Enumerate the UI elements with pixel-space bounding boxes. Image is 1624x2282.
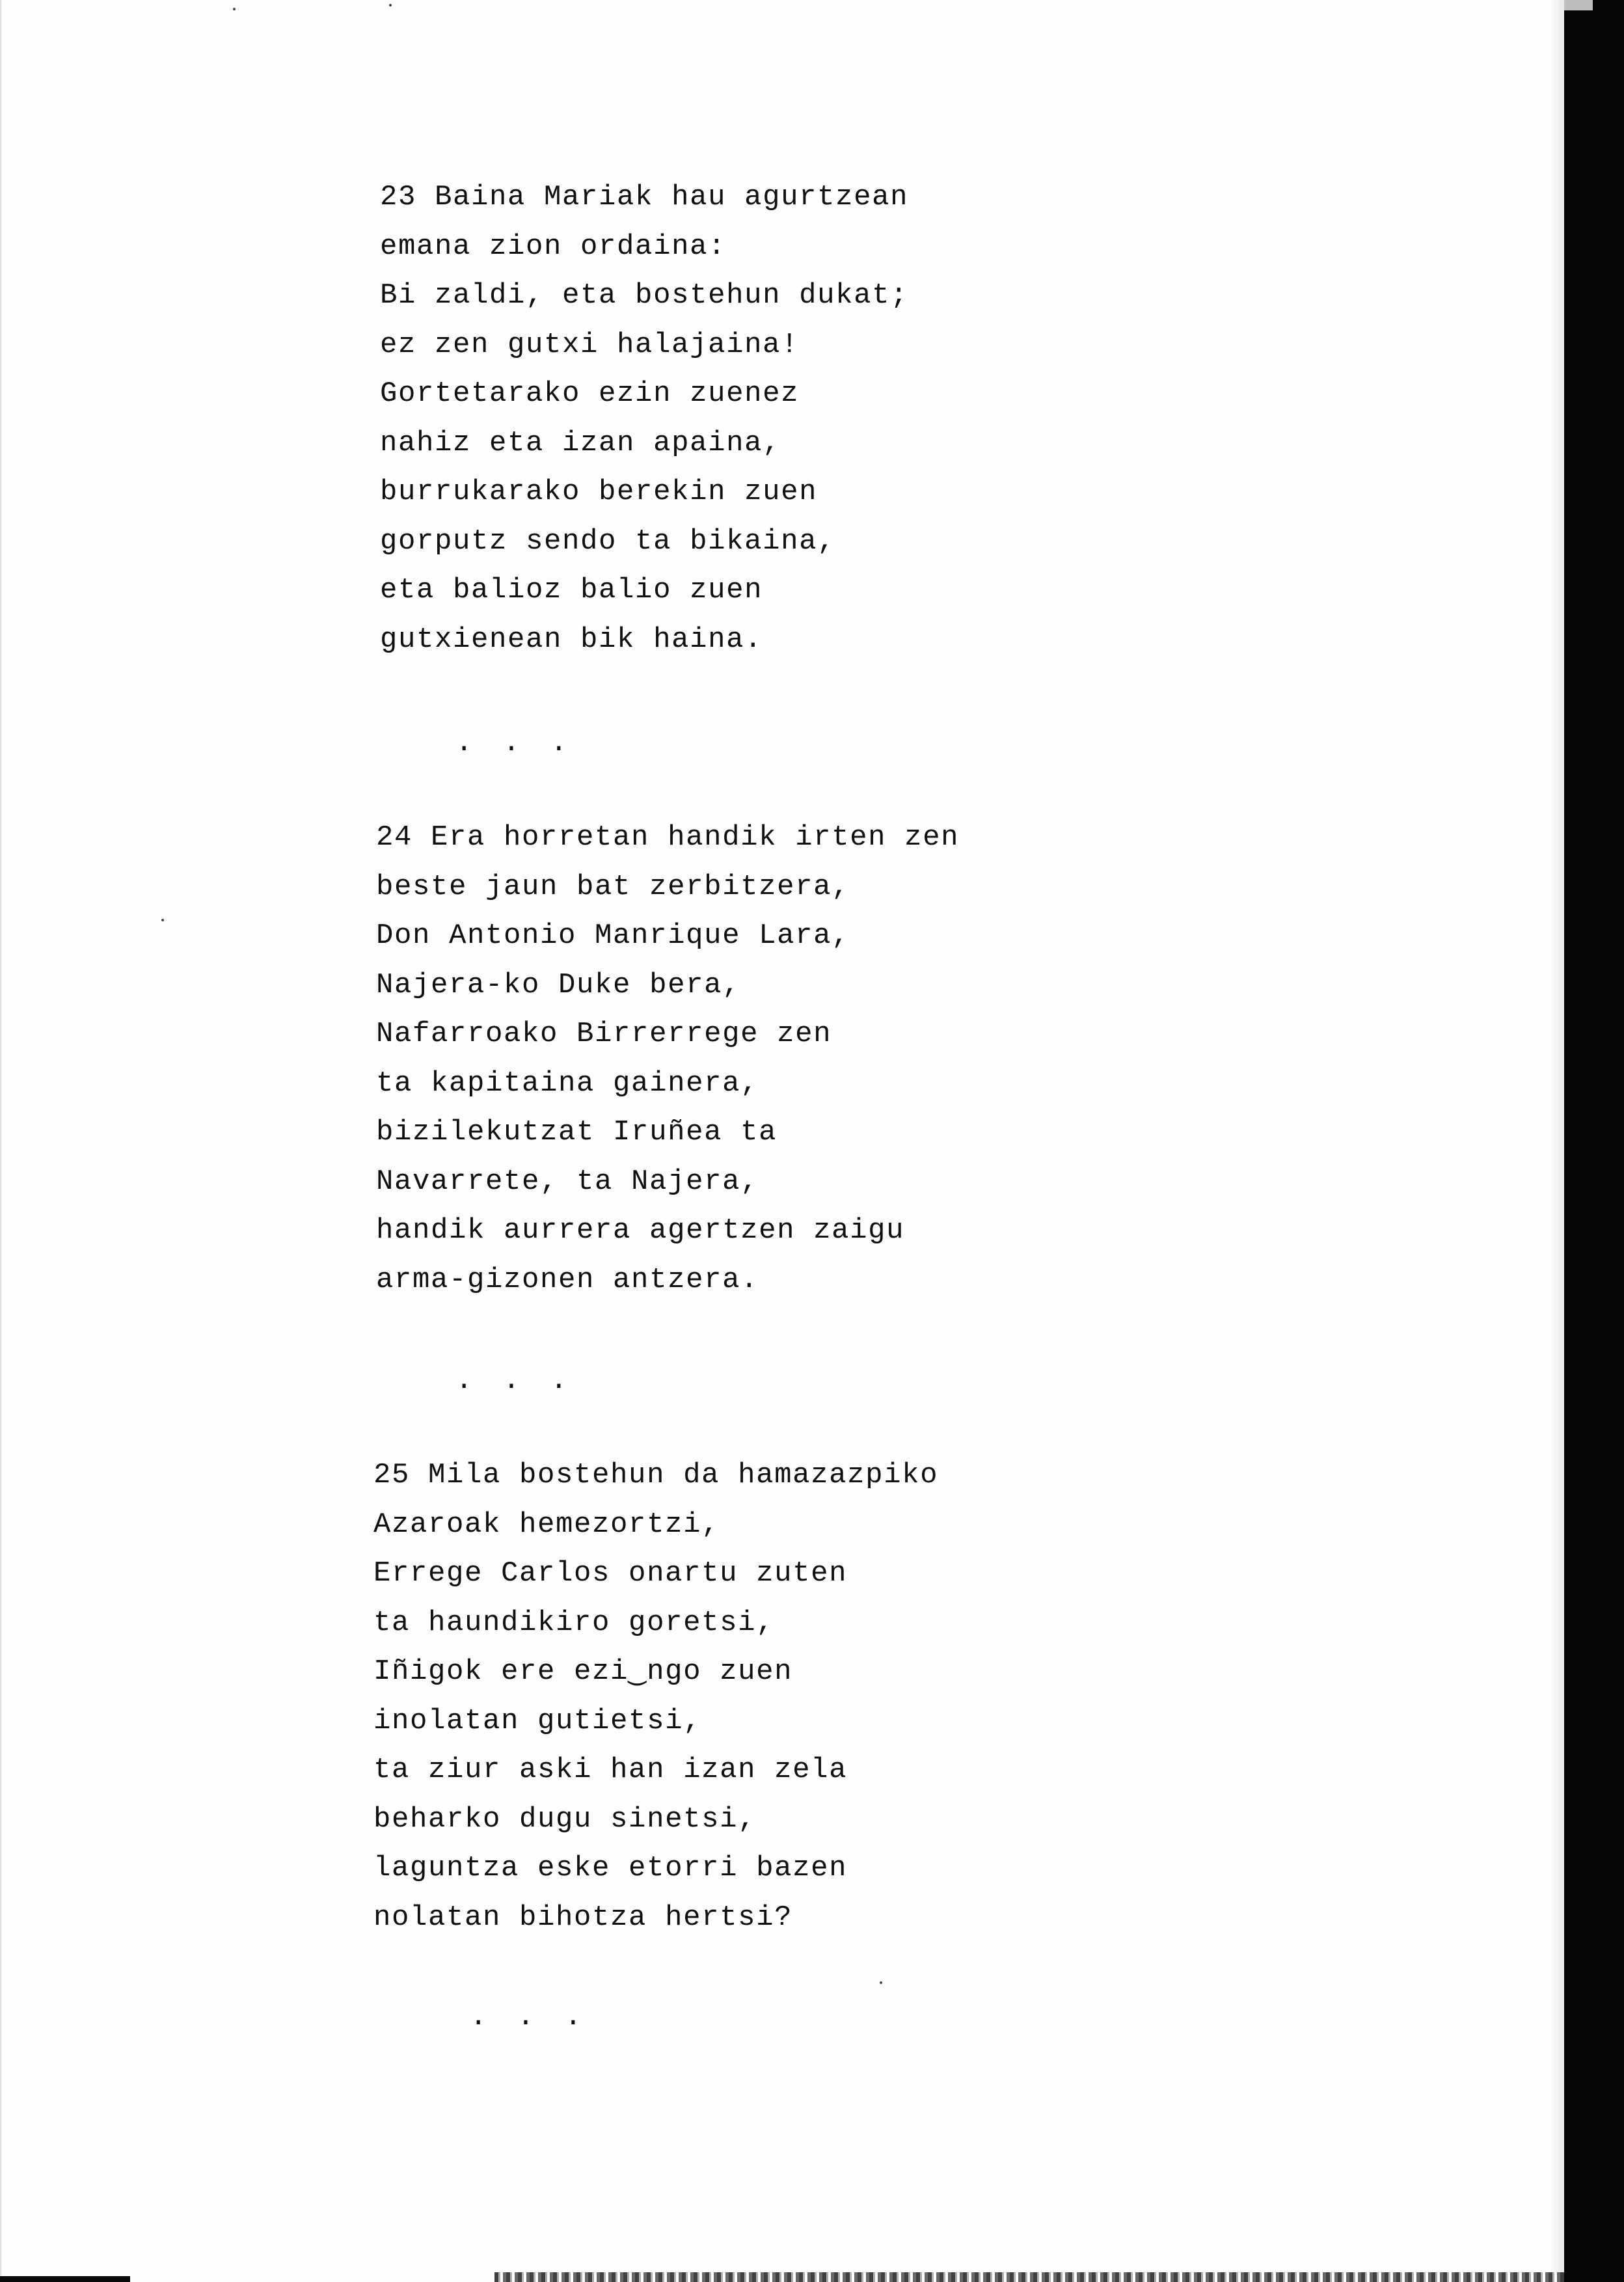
verse-line: nolatan bihotza hertsi? — [373, 1901, 793, 1934]
verse-line: arma-gizonen antzera. — [376, 1263, 759, 1296]
verse-line: Errege Carlos onartu zuten — [373, 1557, 848, 1590]
stanza-23 — [380, 173, 1486, 664]
verse-line: Azaroak hemezortzi, — [373, 1508, 720, 1541]
scan-shadow — [1549, 0, 1564, 2282]
verse-line: 23 Baina Mariak hau agurtzean — [380, 181, 909, 213]
stanza-separator: . . . — [455, 727, 575, 759]
verse-line: ez zen gutxi halajaina! — [380, 328, 800, 361]
verse-line: bizilekutzat Iruñea ta — [376, 1116, 778, 1148]
verse-line: beharko dugu sinetsi, — [373, 1802, 757, 1836]
scan-bottom-noise — [494, 2272, 1564, 2282]
speck — [233, 8, 236, 10]
speck — [880, 1981, 882, 1984]
verse-line: 25 Mila bostehun da hamazazpiko — [373, 1459, 939, 1491]
verse-line: ta kapitaina gainera, — [376, 1066, 759, 1100]
verse-line: Najera-ko Duke bera, — [376, 968, 741, 1001]
verse-line: gorputz sendo ta bikaina, — [380, 524, 836, 558]
verse-line: 24 Era horretan handik irten zen — [376, 821, 960, 854]
stanza-24 — [376, 813, 1482, 1305]
verse-line: eta balioz balio zuen — [380, 574, 763, 606]
verse-line: Don Antonio Manrique Lara, — [376, 919, 850, 952]
verse-line: inolatan gutietsi, — [373, 1704, 702, 1737]
scan-right-border — [1564, 0, 1624, 2282]
verse-line: nahiz eta izan apaina, — [380, 426, 781, 459]
verse-line: gutxienean bik haina. — [380, 623, 763, 656]
scan-corner-mark — [1564, 0, 1593, 10]
verse-line: ta haundikiro goretsi, — [373, 1606, 775, 1639]
stanza-separator: . . . — [455, 1365, 575, 1397]
verse-line: Navarrete, ta Najera, — [376, 1165, 759, 1198]
stanza-separator: . . . — [470, 2001, 589, 2033]
verse-line: beste jaun bat zerbitzera, — [376, 870, 850, 903]
stanza-25 — [373, 1451, 1480, 1942]
verse-line: ta ziur aski han izan zela — [373, 1754, 848, 1786]
speck — [161, 919, 164, 921]
scan-bottom-mark-left — [0, 2276, 130, 2282]
verse-line: Gortetarako ezin zuenez — [380, 377, 800, 410]
verse-line: Bi zaldi, eta bostehun dukat; — [380, 279, 909, 312]
verse-line: handik aurrera agertzen zaigu — [376, 1214, 905, 1247]
verse-line: Iñigok ere ezi‿ngo zuen — [373, 1655, 793, 1688]
verse-line: Nafarroako Birrerrege zen — [376, 1018, 832, 1050]
speck — [389, 4, 392, 7]
page-left-edge — [0, 0, 2, 2282]
verse-line: emana zion ordaina: — [380, 230, 727, 263]
verse-line: burrukarako berekin zuen — [380, 476, 818, 508]
verse-line: laguntza eske etorri bazen — [373, 1852, 848, 1884]
